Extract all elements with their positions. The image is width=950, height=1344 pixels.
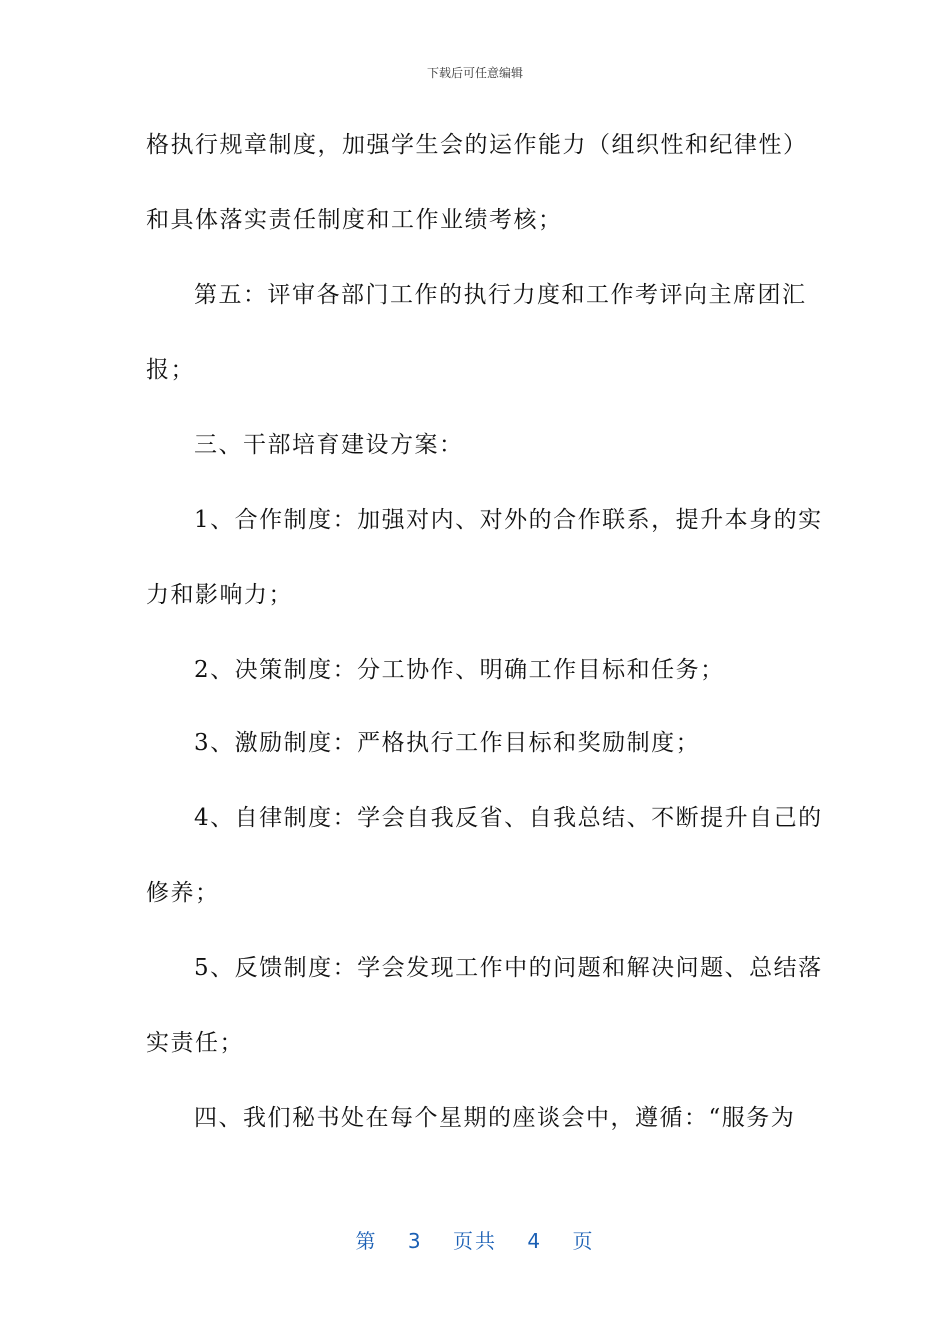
body-line: 5、反馈制度：学会发现工作中的问题和解决问题、总结落 [194,955,823,981]
body-line: 格执行规章制度，加强学生会的运作能力（组织性和纪律性） [146,132,808,158]
footer-middle: 页共 [453,1229,497,1253]
body-line: 修养； [146,880,220,906]
body-line: 实责任； [146,1030,244,1056]
section-heading: 三、干部培育建设方案： [194,432,464,458]
body-line: 力和影响力； [146,582,293,608]
footer-suffix: 页 [572,1229,595,1253]
body-line: 和具体落实责任制度和工作业绩考核； [146,207,563,233]
current-page-number: 3 [407,1229,423,1253]
body-line: 4、自律制度：学会自我反省、自我总结、不断提升自己的 [194,805,823,831]
page-header: 下载后可任意编辑 [426,66,523,80]
section-heading: 四、我们秘书处在每个星期的座谈会中，遵循：“服务为 [194,1105,796,1131]
total-page-count: 4 [527,1229,543,1253]
body-line: 报； [146,357,195,383]
body-line: 第五：评审各部门工作的执行力度和工作考评向主席团汇 [194,282,807,308]
body-line: 2、决策制度：分工协作、明确工作目标和任务； [194,657,725,683]
body-line: 3、激励制度：严格执行工作目标和奖励制度； [194,730,701,756]
page-footer [0,1225,950,1254]
footer-prefix: 第 [355,1229,378,1253]
body-line: 1、合作制度：加强对内、对外的合作联系，提升本身的实 [194,507,823,533]
